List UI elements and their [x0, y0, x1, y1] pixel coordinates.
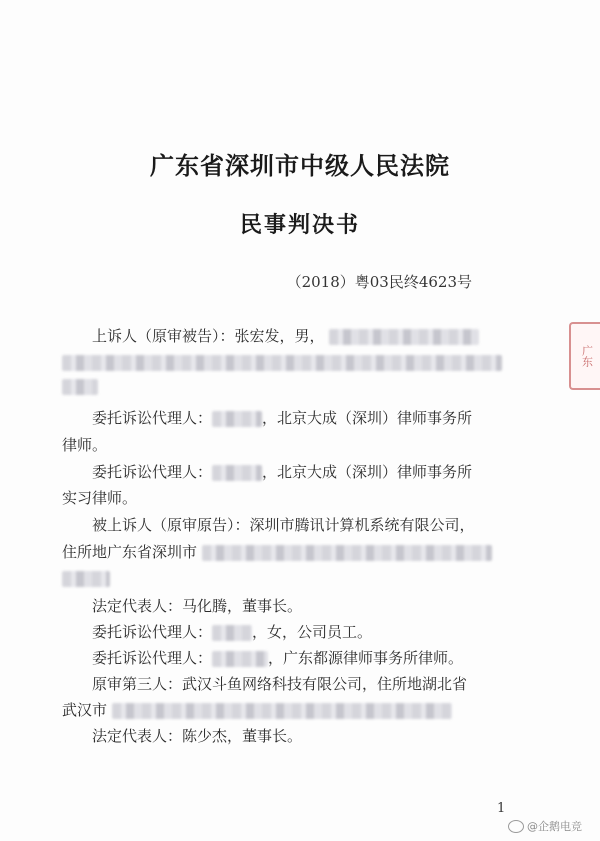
redacted-line [62, 376, 98, 396]
redacted-block [62, 379, 98, 395]
redacted-block [62, 355, 502, 371]
appellant-line [92, 326, 479, 346]
third-party-city: 武汉市 [62, 701, 108, 719]
redacted-block [212, 625, 252, 641]
watermark [508, 818, 582, 834]
agent1-label: 委托诉讼代理人： [92, 409, 213, 427]
redacted-block [329, 329, 479, 345]
agent3-detail: 女，公司员工。 [267, 623, 373, 641]
appellant-label: 上诉人（原审被告）： [92, 327, 235, 345]
redacted-block [212, 411, 262, 427]
agent3-line: 委托诉讼代理人： ，女，公司员工。 [92, 623, 373, 641]
agent2-firm: ，北京大成（深圳）律师事务所 [262, 463, 473, 481]
redacted-block [212, 465, 262, 481]
court-name: 广东省深圳市中级人民法院 [150, 152, 450, 180]
legal-rep-1: 法定代表人：马化腾，董事长。 [92, 597, 303, 615]
third-party-line: 原审第三人：武汉斗鱼网络科技有限公司，住所地湖北省 [92, 675, 468, 693]
page-number: 1 [497, 801, 506, 816]
agent3-label: 委托诉讼代理人： [92, 623, 213, 641]
redacted-line [62, 568, 110, 588]
redacted-block [202, 545, 492, 561]
third-party-city-line [62, 700, 452, 720]
agent1-line [92, 408, 472, 428]
stamp-seal: 广东 [569, 322, 600, 390]
agent1-role: 律师。 [62, 436, 108, 454]
appellee-line [92, 515, 475, 535]
agent4-detail: 广东都源律师事务所律师。 [283, 649, 464, 667]
appellee-name: 深圳市腾讯计算机系统有限公司， [249, 516, 475, 534]
agent4-line: 委托诉讼代理人： ，广东都源律师事务所律师。 [92, 649, 464, 667]
agent2-line [92, 462, 472, 482]
appellant-name: 张宏发，男， [234, 327, 325, 345]
appellee-address: 住所地广东省深圳市 [62, 543, 198, 561]
case-number: （2018）粤03民终4623号 [286, 273, 472, 291]
appellee-label: 被上诉人（原审原告）： [92, 516, 250, 534]
weibo-icon [508, 820, 524, 833]
redacted-block [62, 571, 110, 587]
redacted-block [112, 703, 452, 719]
agent2-role: 实习律师。 [62, 489, 138, 507]
agent1-firm: ，北京大成（深圳）律师事务所 [262, 409, 473, 427]
appellee-address-line [62, 542, 492, 562]
agent2-label: 委托诉讼代理人： [92, 463, 213, 481]
document-type: 民事判决书 [239, 213, 360, 238]
legal-rep-2: 法定代表人：陈少杰，董事长。 [92, 727, 303, 745]
redacted-block [212, 651, 268, 667]
agent4-label: 委托诉讼代理人： [92, 649, 213, 667]
watermark-text: @企鹅电竞 [527, 820, 582, 833]
redacted-line [62, 352, 502, 372]
